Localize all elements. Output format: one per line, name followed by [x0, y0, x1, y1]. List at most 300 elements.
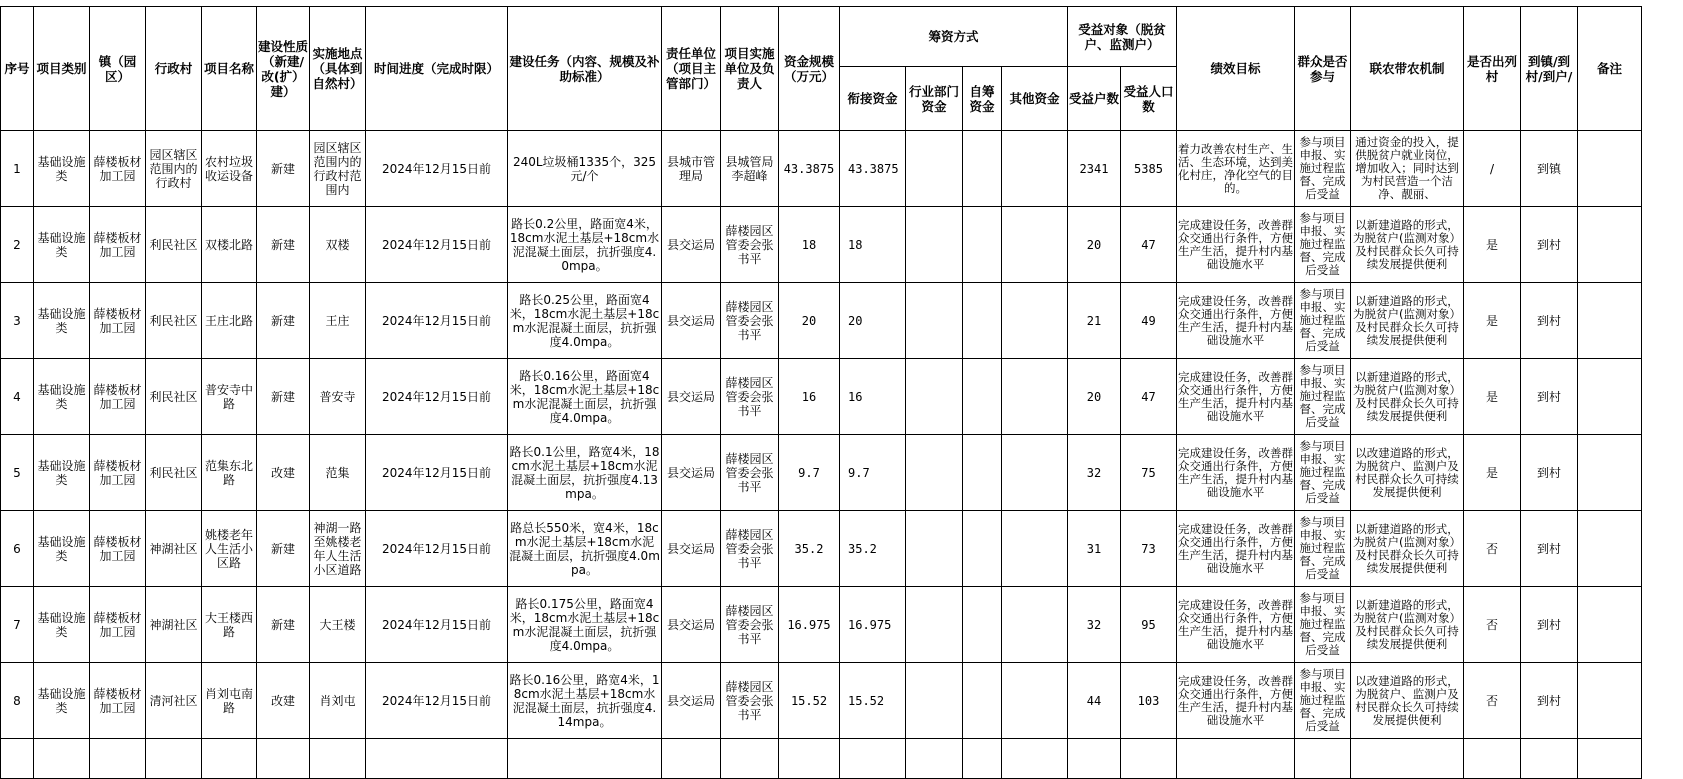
cell-village: [146, 739, 202, 779]
cell-name: [202, 131, 257, 207]
cell-scale: [779, 283, 840, 359]
table-row: [1, 283, 1642, 359]
cell-task-text: 240L垃圾桶1335个，325元/个: [512, 154, 657, 183]
cell-task-text: 路长0.175公里，路面宽4米，18cm水泥土基层+18cm水泥混凝土面层，抗折强度4.0mpa。: [509, 596, 660, 653]
cell-category: [34, 739, 90, 779]
header-town: 镇（园区）: [90, 7, 146, 131]
cell-remark: [1578, 207, 1642, 283]
header-beneficiary-group: 受益对象（脱贫户、监测户）: [1068, 7, 1177, 67]
cell-funding-linked: [840, 739, 906, 779]
cell-listed: [1464, 131, 1521, 207]
cell-category: [34, 359, 90, 435]
cell-funding-other: [1002, 663, 1068, 739]
cell-schedule: [366, 283, 508, 359]
cell-schedule-text: 2024年12月15日前: [381, 389, 492, 404]
cell-site: [310, 131, 366, 207]
cell-mechanism-text: 以新建道路的形式，为脱贫户(监测对象）及村民群众长久可持续发展提供便利: [1353, 370, 1461, 423]
table-row-partial: [1, 739, 1642, 779]
cell-participation-text: 参与项目申报、实施过程监督、完成后受益: [1299, 440, 1346, 505]
cell-funding-other: [1002, 207, 1068, 283]
cell-people: [1121, 131, 1177, 207]
cell-task: [508, 511, 662, 587]
cell-task: [508, 663, 662, 739]
cell-name-text: 双楼北路: [204, 237, 253, 252]
cell-level-text: 到村: [1536, 693, 1561, 708]
cell-task: [508, 283, 662, 359]
cell-scale: [779, 131, 840, 207]
cell-implementer-text: 薛楼园区管委会张书平: [725, 451, 774, 494]
cell-nature: [257, 587, 310, 663]
cell-town-text: 薛楼板材加工园: [93, 306, 142, 335]
cell-nature: [257, 359, 310, 435]
cell-mechanism-text: 以新建道路的形式，为脱贫户(监测对象）及村民群众长久可持续发展提供便利: [1353, 294, 1461, 347]
cell-town-text: 薛楼板材加工园: [93, 154, 142, 183]
cell-participation: [1295, 359, 1351, 435]
cell-name-text: 王庄北路: [204, 313, 253, 328]
cell-responsible-text: 县交运局: [666, 465, 715, 480]
cell-town: [90, 511, 146, 587]
cell-listed-text: 是: [1485, 313, 1498, 328]
cell-funding-linked: [840, 131, 906, 207]
cell-responsible: [662, 283, 721, 359]
cell-village-text: 利民社区: [149, 465, 198, 480]
table-row: [1, 359, 1642, 435]
cell-implementer: [721, 207, 779, 283]
cell-performance: [1177, 511, 1295, 587]
cell-people-text: 103: [1137, 693, 1160, 708]
cell-households: [1068, 663, 1121, 739]
cell-site: [310, 739, 366, 779]
cell-remark: [1578, 131, 1642, 207]
header-category: 项目类别: [34, 7, 90, 131]
cell-responsible-text: 县交运局: [666, 389, 715, 404]
cell-mechanism: [1351, 435, 1464, 511]
header-beneficiary-households: 受益户数: [1068, 67, 1121, 131]
cell-seq-text: 5: [13, 465, 21, 480]
cell-nature: [257, 283, 310, 359]
cell-village-text: 利民社区: [149, 389, 198, 404]
header-task: 建设任务（内容、规模及补助标准）: [508, 7, 662, 131]
cell-name: [202, 739, 257, 779]
table-row: [1, 511, 1642, 587]
cell-mechanism: [1351, 359, 1464, 435]
cell-listed-text: 否: [1485, 617, 1498, 632]
cell-scale-text: 15.52: [790, 693, 828, 708]
cell-people-text: 75: [1141, 465, 1156, 480]
cell-funding-linked: [840, 359, 906, 435]
cell-seq-text: 7: [13, 617, 21, 632]
cell-responsible: [662, 359, 721, 435]
cell-village: [146, 283, 202, 359]
cell-scale-text: 43.3875: [783, 161, 835, 176]
cell-funding-linked-text: 16: [848, 389, 863, 404]
cell-funding-industry: [906, 511, 963, 587]
cell-funding-linked: [840, 435, 906, 511]
header-beneficiary-people: 受益人口数: [1121, 67, 1177, 131]
cell-town: [90, 663, 146, 739]
cell-site-text: 王庄: [325, 313, 350, 328]
cell-name-text: 姚楼老年人生活小区路: [204, 527, 253, 570]
cell-people: [1121, 283, 1177, 359]
cell-people: [1121, 663, 1177, 739]
cell-schedule-text: 2024年12月15日前: [381, 161, 492, 176]
cell-level: [1521, 663, 1578, 739]
cell-level: [1521, 739, 1578, 779]
cell-seq: [1, 283, 34, 359]
cell-funding-linked: [840, 207, 906, 283]
cell-scale-text: 9.7: [798, 465, 820, 480]
cell-implementer: [721, 663, 779, 739]
cell-category: [34, 663, 90, 739]
cell-village-text: 清河社区: [149, 693, 198, 708]
cell-category: [34, 131, 90, 207]
cell-village-text: 园区辖区范围内的行政村: [149, 147, 198, 190]
cell-participation: [1295, 435, 1351, 511]
cell-funding-linked: [840, 511, 906, 587]
cell-schedule: [366, 359, 508, 435]
cell-nature-text: 新建: [270, 313, 295, 328]
cell-remark: [1578, 435, 1642, 511]
cell-responsible: [662, 207, 721, 283]
cell-performance: [1177, 663, 1295, 739]
cell-name-text: 大王楼西路: [204, 610, 253, 639]
cell-mechanism-text: 以新建道路的形式，为脱贫户(监测对象）及村民群众长久可持续发展提供便利: [1353, 598, 1461, 651]
cell-scale: [779, 663, 840, 739]
cell-mechanism: [1351, 587, 1464, 663]
cell-level-text: 到村: [1536, 541, 1561, 556]
cell-level: [1521, 359, 1578, 435]
cell-funding-linked-text: 15.52: [848, 693, 885, 708]
cell-funding-self: [963, 739, 1002, 779]
cell-households: [1068, 739, 1121, 779]
cell-implementer: [721, 131, 779, 207]
cell-nature: [257, 207, 310, 283]
table-row: [1, 435, 1642, 511]
cell-implementer-text: 薛楼园区管委会张书平: [725, 603, 774, 646]
cell-implementer: [721, 739, 779, 779]
cell-nature-text: 改建: [270, 465, 295, 480]
header-village: 行政村: [146, 7, 202, 131]
cell-performance-text: 完成建设任务，改善群众交通出行条件，方便生产生活，提升村内基础设施水平: [1178, 218, 1293, 271]
cell-people: [1121, 739, 1177, 779]
cell-participation: [1295, 131, 1351, 207]
cell-listed-text: 是: [1485, 389, 1498, 404]
cell-listed: [1464, 359, 1521, 435]
cell-seq: [1, 587, 34, 663]
cell-households: [1068, 587, 1121, 663]
table-row: [1, 663, 1642, 739]
cell-funding-industry: [906, 207, 963, 283]
cell-village: [146, 511, 202, 587]
cell-people: [1121, 511, 1177, 587]
cell-performance: [1177, 207, 1295, 283]
cell-remark: [1578, 663, 1642, 739]
cell-participation: [1295, 207, 1351, 283]
cell-mechanism-text: 以新建道路的形式，为脱贫户(监测对象）及村民群众长久可持续发展提供便利: [1353, 522, 1461, 575]
cell-households-text: 2341: [1079, 161, 1109, 176]
cell-village-text: 神湖社区: [149, 541, 198, 556]
cell-village-text: 利民社区: [149, 237, 198, 252]
table-header: [1, 7, 1642, 131]
table-row: [1, 587, 1642, 663]
cell-schedule-text: 2024年12月15日前: [381, 617, 492, 632]
cell-households: [1068, 207, 1121, 283]
cell-funding-self: [963, 207, 1002, 283]
cell-responsible-text: 县交运局: [666, 617, 715, 632]
cell-funding-self: [963, 283, 1002, 359]
cell-seq: [1, 663, 34, 739]
cell-scale: [779, 435, 840, 511]
cell-task: [508, 587, 662, 663]
cell-schedule-text: 2024年12月15日前: [381, 693, 492, 708]
cell-village-text: 利民社区: [149, 313, 198, 328]
cell-remark: [1578, 283, 1642, 359]
cell-implementer: [721, 435, 779, 511]
cell-seq: [1, 359, 34, 435]
cell-households: [1068, 359, 1121, 435]
cell-performance-text: 完成建设任务，改善群众交通出行条件，方便生产生活，提升村内基础设施水平: [1178, 370, 1293, 423]
cell-households-text: 32: [1086, 465, 1102, 480]
cell-town-text: 薛楼板材加工园: [93, 686, 142, 715]
cell-seq-text: 1: [13, 161, 21, 176]
cell-level: [1521, 435, 1578, 511]
cell-performance: [1177, 283, 1295, 359]
cell-responsible: [662, 131, 721, 207]
cell-listed-text: /: [1489, 161, 1495, 176]
cell-schedule: [366, 739, 508, 779]
cell-households-text: 20: [1086, 389, 1102, 404]
cell-site-text: 范集: [325, 465, 350, 480]
cell-performance: [1177, 131, 1295, 207]
cell-name-text: 农村垃圾收运设备: [204, 154, 253, 183]
cell-nature: [257, 739, 310, 779]
cell-responsible: [662, 587, 721, 663]
cell-nature: [257, 511, 310, 587]
cell-seq: [1, 207, 34, 283]
cell-performance-text: 完成建设任务，改善群众交通出行条件，方便生产生活，提升村内基础设施水平: [1178, 522, 1293, 575]
cell-mechanism-text: 通过资金的投入，提供脱贫户就业岗位，增加收入；同时达到为村民营造一个洁净、靓丽、: [1355, 136, 1459, 201]
cell-responsible: [662, 511, 721, 587]
cell-funding-other: [1002, 739, 1068, 779]
cell-town-text: 薛楼板材加工园: [93, 610, 142, 639]
cell-performance-text: 完成建设任务，改善群众交通出行条件，方便生产生活，提升村内基础设施水平: [1178, 446, 1293, 499]
cell-funding-self: [963, 359, 1002, 435]
cell-category-text: 基础设施类: [37, 382, 86, 411]
cell-implementer: [721, 511, 779, 587]
cell-households: [1068, 435, 1121, 511]
table-row: [1, 131, 1642, 207]
cell-town-text: 薛楼板材加工园: [93, 382, 142, 411]
cell-task: [508, 131, 662, 207]
cell-site-text: 园区辖区范围内的行政村范围内: [313, 140, 362, 197]
cell-seq-text: 8: [13, 693, 21, 708]
cell-site: [310, 359, 366, 435]
cell-name: [202, 587, 257, 663]
cell-mechanism: [1351, 663, 1464, 739]
cell-site: [310, 207, 366, 283]
cell-level-text: 到村: [1536, 617, 1561, 632]
cell-task-text: 路长0.25公里，路面宽4米，18cm水泥土基层+18cm水泥混凝土面层，抗折强度4.0mpa。: [509, 292, 660, 349]
cell-village: [146, 359, 202, 435]
cell-task-text: 路长0.2公里，路面宽4米，18cm水泥土基层+18cm水泥混凝土面层，抗折强度4.0mpa。: [509, 216, 660, 273]
cell-participation-text: 参与项目申报、实施过程监督、完成后受益: [1299, 364, 1346, 429]
cell-funding-self: [963, 511, 1002, 587]
cell-category-text: 基础设施类: [37, 686, 86, 715]
cell-households-text: 32: [1086, 617, 1102, 632]
cell-people-text: 73: [1141, 541, 1156, 556]
header-funding-linked: 衔接资金: [840, 67, 906, 131]
cell-participation: [1295, 663, 1351, 739]
cell-name: [202, 207, 257, 283]
cell-nature-text: 新建: [270, 389, 295, 404]
cell-mechanism: [1351, 131, 1464, 207]
cell-category-text: 基础设施类: [37, 610, 86, 639]
cell-funding-industry: [906, 663, 963, 739]
cell-seq-text: 3: [13, 313, 21, 328]
cell-village-text: 神湖社区: [149, 617, 198, 632]
cell-funding-other: [1002, 435, 1068, 511]
cell-task-text: 路长0.16公里，路宽4米，18cm水泥土基层+18cm水泥混凝土面层，抗折强度4.14mpa。: [509, 672, 660, 729]
cell-scale-text: 35.2: [794, 541, 824, 556]
cell-village: [146, 663, 202, 739]
cell-households-text: 21: [1086, 313, 1102, 328]
cell-funding-industry: [906, 283, 963, 359]
cell-remark: [1578, 739, 1642, 779]
header-participation: 群众是否参与: [1295, 7, 1351, 131]
cell-name-text: 普安寺中路: [204, 382, 253, 411]
cell-listed: [1464, 587, 1521, 663]
cell-funding-linked-text: 16.975: [848, 617, 892, 632]
cell-schedule: [366, 435, 508, 511]
cell-schedule: [366, 587, 508, 663]
cell-funding-linked-text: 35.2: [848, 541, 877, 556]
cell-listed: [1464, 435, 1521, 511]
cell-scale: [779, 587, 840, 663]
cell-category: [34, 511, 90, 587]
cell-mechanism: [1351, 511, 1464, 587]
cell-participation-text: 参与项目申报、实施过程监督、完成后受益: [1299, 136, 1346, 201]
cell-households-text: 31: [1086, 541, 1102, 556]
cell-funding-self: [963, 587, 1002, 663]
cell-category: [34, 435, 90, 511]
cell-level: [1521, 131, 1578, 207]
cell-name: [202, 511, 257, 587]
cell-village: [146, 587, 202, 663]
cell-name: [202, 663, 257, 739]
cell-nature: [257, 435, 310, 511]
cell-town: [90, 435, 146, 511]
cell-village: [146, 207, 202, 283]
cell-households: [1068, 511, 1121, 587]
cell-listed: [1464, 511, 1521, 587]
header-performance: 绩效目标: [1177, 7, 1295, 131]
cell-task: [508, 207, 662, 283]
cell-schedule-text: 2024年12月15日前: [381, 541, 492, 556]
cell-level: [1521, 511, 1578, 587]
cell-category-text: 基础设施类: [37, 306, 86, 335]
cell-funding-industry: [906, 739, 963, 779]
cell-schedule: [366, 511, 508, 587]
cell-implementer-text: 薛楼园区管委会张书平: [725, 375, 774, 418]
cell-seq-text: 2: [13, 237, 21, 252]
cell-task: [508, 435, 662, 511]
cell-category-text: 基础设施类: [37, 230, 86, 259]
cell-level-text: 到村: [1536, 237, 1561, 252]
cell-people-text: 95: [1141, 617, 1156, 632]
header-nature: 建设性质（新建/改(扩）建）: [257, 7, 310, 131]
cell-town-text: 薛楼板材加工园: [93, 458, 142, 487]
cell-nature-text: 新建: [270, 541, 295, 556]
cell-implementer-text: 县城管局李超峰: [725, 154, 774, 183]
cell-town-text: 薛楼板材加工园: [93, 230, 142, 259]
cell-town: [90, 739, 146, 779]
cell-site-text: 双楼: [325, 237, 350, 252]
cell-mechanism-text: 以改建道路的形式，为脱贫户、监测户及村民群众长久可持续发展提供便利: [1355, 674, 1459, 727]
cell-responsible: [662, 435, 721, 511]
cell-site-text: 神湖一路至姚楼老年人生活小区道路: [313, 520, 362, 577]
cell-task-text: 路总长550米，宽4米，18cm水泥土基层+18cm水泥混凝土面层，抗折强度4.0mpa。: [509, 520, 660, 577]
cell-level-text: 到村: [1536, 465, 1561, 480]
cell-task-text: 路长0.1公里，路宽4米，18cm水泥土基层+18cm水泥混凝土面层，抗折强度4.13mpa。: [509, 444, 660, 501]
cell-people: [1121, 359, 1177, 435]
cell-performance-text: 完成建设任务，改善群众交通出行条件，方便生产生活，提升村内基础设施水平: [1178, 674, 1293, 727]
cell-task: [508, 739, 662, 779]
cell-name-text: 范集东北路: [204, 458, 253, 487]
cell-nature-text: 新建: [270, 161, 295, 176]
cell-category-text: 基础设施类: [37, 154, 86, 183]
cell-funding-other: [1002, 131, 1068, 207]
cell-implementer: [721, 359, 779, 435]
header-level: 到镇/到村/到户/: [1521, 7, 1578, 131]
cell-funding-industry: [906, 131, 963, 207]
cell-nature-text: 改建: [270, 693, 295, 708]
cell-schedule: [366, 207, 508, 283]
header-remark: 备注: [1578, 7, 1642, 131]
header-funding-self: 自筹资金: [963, 67, 1002, 131]
cell-town: [90, 131, 146, 207]
header-funding-industry: 行业部门资金: [906, 67, 963, 131]
cell-level-text: 到镇: [1536, 161, 1561, 176]
cell-listed-text: 否: [1485, 693, 1498, 708]
cell-mechanism-text: 以改建道路的形式，为脱贫户、监测户及村民群众长久可持续发展提供便利: [1355, 446, 1459, 499]
cell-participation-text: 参与项目申报、实施过程监督、完成后受益: [1299, 288, 1346, 353]
header-funding-group: 筹资方式: [840, 7, 1068, 67]
header-seq: 序号: [1, 7, 34, 131]
cell-name-text: 肖刘屯南路: [204, 686, 253, 715]
cell-people: [1121, 435, 1177, 511]
cell-people: [1121, 207, 1177, 283]
cell-scale-text: 20: [801, 313, 817, 328]
cell-listed: [1464, 739, 1521, 779]
cell-seq-text: 6: [13, 541, 21, 556]
cell-site: [310, 663, 366, 739]
cell-participation: [1295, 283, 1351, 359]
cell-site-text: 普安寺: [319, 389, 356, 404]
cell-funding-other: [1002, 359, 1068, 435]
cell-funding-linked-text: 20: [848, 313, 863, 328]
header-site: 实施地点（具体到自然村）: [310, 7, 366, 131]
cell-scale-text: 16: [801, 389, 817, 404]
cell-mechanism: [1351, 739, 1464, 779]
cell-people-text: 47: [1141, 389, 1156, 404]
cell-remark: [1578, 511, 1642, 587]
cell-listed-text: 否: [1485, 541, 1498, 556]
cell-performance-text: 着力改善农村生产、生活、生态环境，达到美化村庄，净化空气的目的。: [1178, 142, 1293, 195]
cell-people-text: 47: [1141, 237, 1156, 252]
project-table: [0, 6, 1642, 779]
cell-listed: [1464, 207, 1521, 283]
header-mechanism: 联农带农机制: [1351, 7, 1464, 131]
